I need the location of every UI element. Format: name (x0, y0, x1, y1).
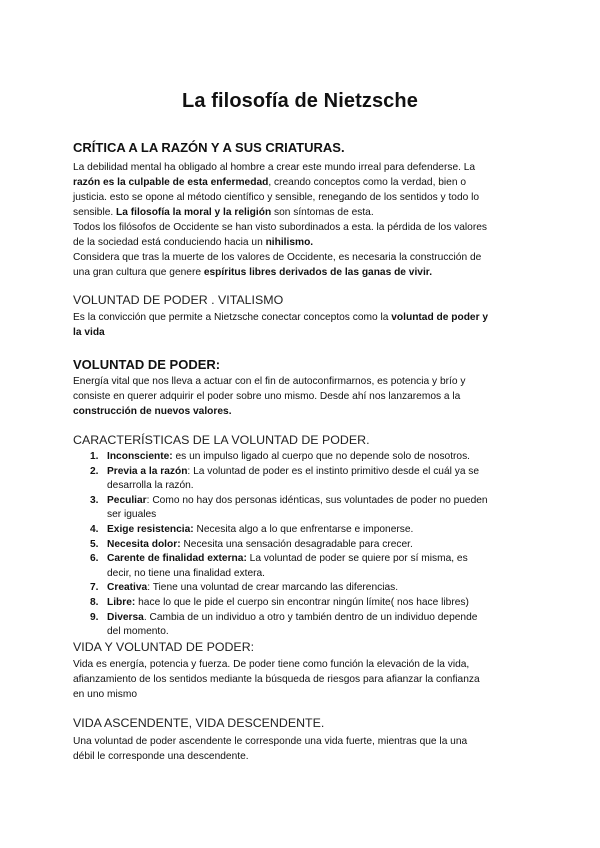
list-number: 2. (90, 465, 99, 477)
characteristics-list (73, 450, 533, 640)
list-number: 9. (90, 611, 99, 623)
list-description: del momento. (107, 626, 169, 638)
text-line (73, 734, 533, 749)
list-term: Libre: (107, 596, 136, 608)
text-line (73, 389, 533, 404)
bold-text: la vida (73, 327, 105, 338)
text-run: justicia. esto se opone al método científico y sensible, renegando de los sentidos y todo lo (73, 192, 480, 203)
list-term: Exige resistencia: (107, 523, 194, 535)
text-run: una gran cultura que genere (73, 267, 204, 278)
text-line (73, 220, 533, 235)
text-line (73, 374, 533, 389)
list-number: 8. (90, 596, 99, 608)
text-run: en uno mismo (73, 689, 137, 700)
list-description: desarrolla la razón. (107, 480, 194, 492)
text-line (73, 190, 533, 205)
text-line (73, 175, 533, 190)
paragraph-vida-voluntad (73, 657, 533, 702)
list-number: 7. (90, 582, 99, 594)
text-run: Es la convicción que permite a Nietzsche conectar conceptos como la (73, 312, 392, 323)
paragraph-vida-ascendente (73, 734, 533, 764)
text-line (73, 687, 533, 702)
text-line (73, 325, 533, 340)
text-run: Vida es energía, potencia y fuerza. De poder tiene como función la elevación de la vida, (73, 659, 470, 670)
page-title: La filosofía de Nietzsche (182, 90, 418, 112)
list-description: Necesita algo a lo que enfrentarse e imponerse. (193, 523, 414, 535)
list-item (73, 523, 533, 538)
text-run: Una voluntad de poder ascendente le corresponde una vida fuerte, mientras que la una (73, 736, 468, 747)
bold-text: construcción de nuevos valores. (73, 406, 232, 417)
heading-critica: CRÍTICA A LA RAZÓN Y A SUS CRIATURAS. (73, 140, 345, 155)
list-description: es un impulso ligado al cuerpo que no depende solo de nosotros. (172, 451, 471, 462)
list-number: 1. (90, 451, 99, 462)
text-run: Considera que tras la muerte de los valores de Occidente, es necesaria la construcción de (73, 252, 482, 263)
list-number: 4. (90, 523, 99, 535)
list-item (73, 581, 533, 596)
list-description: ser iguales (107, 509, 157, 521)
list-item (73, 538, 533, 553)
list-item (73, 450, 533, 465)
list-item (73, 596, 533, 611)
bold-text: espíritus libres derivados de las ganas de vivir. (203, 267, 433, 278)
list-number: 3. (90, 494, 99, 506)
text-line (73, 160, 533, 175)
text-line (73, 235, 533, 250)
list-description: : La voluntad de poder es el instinto primitivo desde el cuál ya se (187, 465, 480, 477)
text-line (73, 657, 533, 672)
bold-text: voluntad de poder y (391, 312, 489, 323)
heading-voluntad-de-poder: VOLUNTAD DE PODER: (73, 357, 221, 372)
list-item (73, 494, 533, 523)
heading-caracteristicas: CARACTERÍSTICAS DE LA VOLUNTAD DE PODER. (73, 433, 370, 447)
text-line (73, 749, 533, 764)
list-term: Previa a la razón (107, 465, 188, 477)
list-term: Diversa (107, 611, 144, 623)
text-run: consiste en querer adquirir el poder sobre uno mismo. Desde ahí nos lanzaremos a la (73, 391, 461, 402)
text-run: débil le corresponde una descendente. (73, 751, 249, 762)
text-line (73, 205, 533, 220)
text-line (73, 310, 533, 325)
text-run: sensible. (73, 207, 117, 218)
paragraph-critica (73, 160, 533, 280)
list-description: : Tiene una voluntad de crear marcando las diferencias. (147, 582, 399, 594)
list-term: Carente de finalidad externa: (107, 553, 247, 565)
list-item (73, 552, 533, 581)
bold-text: nihilismo. (265, 237, 314, 248)
paragraph-vitalismo (73, 310, 533, 340)
list-term: Peculiar (107, 494, 147, 506)
text-line (73, 265, 533, 280)
text-line (73, 250, 533, 265)
list-description: hace lo que le pide el cuerpo sin encontrar ningún límite( nos hace libres) (135, 596, 469, 608)
text-line (73, 672, 533, 687)
list-number: 6. (90, 553, 99, 565)
bold-text: La filosofía la moral y la religión (116, 207, 272, 218)
list-item (73, 611, 533, 640)
heading-voluntad-vitalismo: VOLUNTAD DE PODER . VITALISMO (73, 293, 284, 307)
text-run: La debilidad mental ha obligado al hombre a crear este mundo irreal para defenderse. La (73, 162, 476, 173)
list-item (73, 465, 533, 494)
list-description: Necesita una sensación desagradable para crecer. (180, 538, 413, 550)
text-line (73, 404, 533, 419)
text-run: , creando conceptos como la verdad, bien o (268, 177, 466, 188)
bold-text: razón es la culpable de esta enfermedad (73, 177, 269, 188)
list-number: 5. (90, 538, 99, 550)
text-run: afianzamiento de los sentidos mediante la búsqueda de riesgos para afianzar la confianza (73, 674, 480, 685)
text-run: de la sociedad está conduciendo hacia un (73, 237, 266, 248)
paragraph-voluntad-de-poder (73, 374, 533, 419)
text-run: Todos los filósofos de Occidente se han visto subordinados a esta. la pérdida de los valores (73, 222, 487, 233)
list-term: Necesita dolor: (107, 538, 181, 550)
list-description: . Cambia de un individuo a otro y también dentro de un individuo depende (143, 611, 478, 623)
text-run: Energía vital que nos lleva a actuar con el fin de autoconfirmarnos, es potencia y brío y (73, 376, 466, 387)
list-description: La voluntad de poder se quiere por sí misma, es (246, 553, 468, 565)
heading-vida-voluntad: VIDA Y VOLUNTAD DE PODER: (73, 640, 255, 654)
list-term: Inconsciente: (107, 451, 173, 462)
list-description: : Como no hay dos personas idénticas, sus voluntades de poder no pueden (146, 494, 488, 506)
list-description: decir, no tiene una finalidad extera. (107, 567, 266, 579)
heading-vida-ascendente: VIDA ASCENDENTE, VIDA DESCENDENTE. (73, 716, 325, 730)
text-run: son síntomas de esta. (271, 207, 374, 218)
list-term: Creativa (107, 582, 148, 594)
